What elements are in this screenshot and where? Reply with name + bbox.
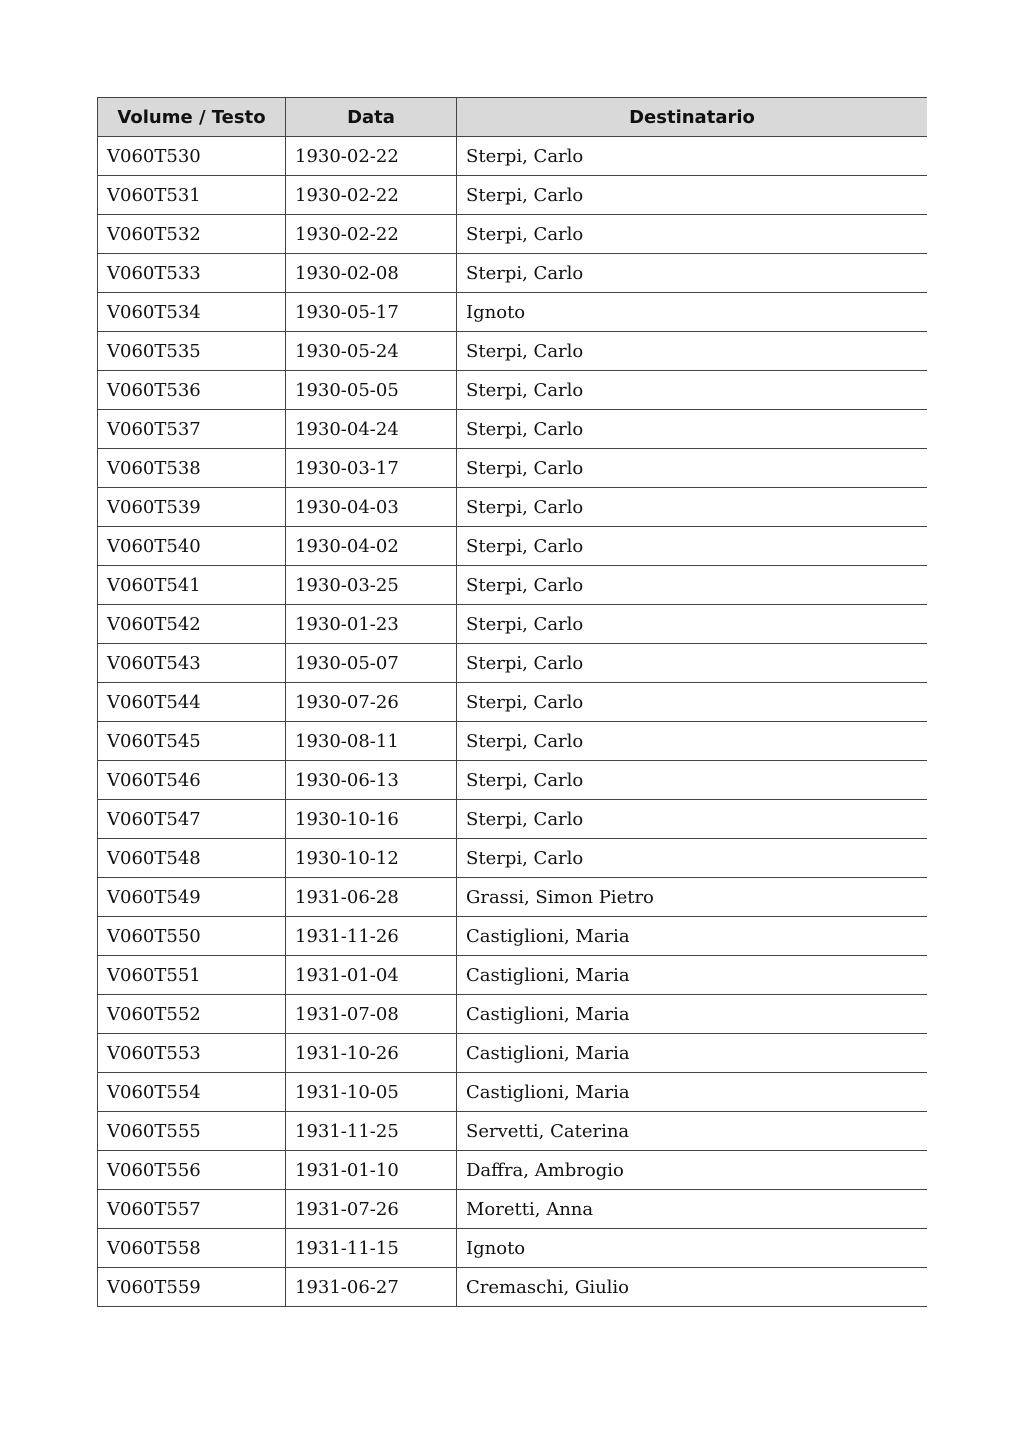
cell-volume-testo: V060T551	[98, 956, 286, 995]
table-row	[98, 722, 928, 761]
table-row	[98, 644, 928, 683]
column-header-destinatario: Destinatario	[457, 98, 928, 137]
cell-volume-testo: V060T531	[98, 176, 286, 215]
cell-volume-testo: V060T530	[98, 137, 286, 176]
cell-destinatario: Servetti, Caterina	[457, 1112, 928, 1151]
table-row	[98, 1190, 928, 1229]
table-row	[98, 995, 928, 1034]
cell-destinatario: Sterpi, Carlo	[457, 800, 928, 839]
cell-destinatario: Ignoto	[457, 1229, 928, 1268]
cell-volume-testo: V060T537	[98, 410, 286, 449]
cell-destinatario: Castiglioni, Maria	[457, 917, 928, 956]
cell-data: 1930-02-22	[286, 137, 457, 176]
cell-data: 1931-11-26	[286, 917, 457, 956]
cell-data: 1930-03-25	[286, 566, 457, 605]
cell-destinatario: Moretti, Anna	[457, 1190, 928, 1229]
cell-data: 1930-03-17	[286, 449, 457, 488]
table-row	[98, 566, 928, 605]
cell-destinatario: Sterpi, Carlo	[457, 176, 928, 215]
column-header-data: Data	[286, 98, 457, 137]
cell-data: 1930-10-12	[286, 839, 457, 878]
cell-destinatario: Sterpi, Carlo	[457, 761, 928, 800]
cell-destinatario: Sterpi, Carlo	[457, 488, 928, 527]
table-row	[98, 488, 928, 527]
table-row	[98, 1073, 928, 1112]
cell-volume-testo: V060T547	[98, 800, 286, 839]
cell-data: 1931-10-05	[286, 1073, 457, 1112]
cell-destinatario: Sterpi, Carlo	[457, 605, 928, 644]
cell-volume-testo: V060T556	[98, 1151, 286, 1190]
cell-data: 1930-01-23	[286, 605, 457, 644]
cell-destinatario: Sterpi, Carlo	[457, 449, 928, 488]
cell-destinatario: Ignoto	[457, 293, 928, 332]
cell-volume-testo: V060T534	[98, 293, 286, 332]
cell-data: 1931-11-15	[286, 1229, 457, 1268]
cell-data: 1930-05-24	[286, 332, 457, 371]
table-row	[98, 1151, 928, 1190]
table-row	[98, 1268, 928, 1307]
cell-volume-testo: V060T559	[98, 1268, 286, 1307]
cell-volume-testo: V060T533	[98, 254, 286, 293]
table-header-row	[98, 98, 928, 137]
cell-destinatario: Cremaschi, Giulio	[457, 1268, 928, 1307]
table-row	[98, 683, 928, 722]
cell-destinatario: Sterpi, Carlo	[457, 410, 928, 449]
table-row	[98, 137, 928, 176]
cell-volume-testo: V060T535	[98, 332, 286, 371]
table-row	[98, 332, 928, 371]
table-row	[98, 917, 928, 956]
cell-data: 1930-02-22	[286, 215, 457, 254]
cell-data: 1931-11-25	[286, 1112, 457, 1151]
cell-destinatario: Sterpi, Carlo	[457, 644, 928, 683]
cell-data: 1930-02-22	[286, 176, 457, 215]
table-row	[98, 878, 928, 917]
cell-data: 1930-02-08	[286, 254, 457, 293]
cell-destinatario: Sterpi, Carlo	[457, 371, 928, 410]
cell-data: 1930-05-07	[286, 644, 457, 683]
cell-data: 1930-04-24	[286, 410, 457, 449]
cell-volume-testo: V060T550	[98, 917, 286, 956]
table-row	[98, 761, 928, 800]
cell-destinatario: Castiglioni, Maria	[457, 956, 928, 995]
cell-destinatario: Sterpi, Carlo	[457, 215, 928, 254]
table-row	[98, 293, 928, 332]
cell-volume-testo: V060T548	[98, 839, 286, 878]
cell-data: 1931-06-28	[286, 878, 457, 917]
table-row	[98, 176, 928, 215]
cell-volume-testo: V060T536	[98, 371, 286, 410]
table-row	[98, 800, 928, 839]
cell-volume-testo: V060T558	[98, 1229, 286, 1268]
table-row	[98, 605, 928, 644]
cell-data: 1930-06-13	[286, 761, 457, 800]
cell-volume-testo: V060T540	[98, 527, 286, 566]
cell-destinatario: Sterpi, Carlo	[457, 566, 928, 605]
cell-volume-testo: V060T546	[98, 761, 286, 800]
table-row	[98, 956, 928, 995]
cell-data: 1930-04-03	[286, 488, 457, 527]
cell-data: 1931-10-26	[286, 1034, 457, 1073]
cell-volume-testo: V060T541	[98, 566, 286, 605]
cell-data: 1931-07-26	[286, 1190, 457, 1229]
cell-volume-testo: V060T549	[98, 878, 286, 917]
table-row	[98, 527, 928, 566]
table-row	[98, 215, 928, 254]
cell-data: 1930-10-16	[286, 800, 457, 839]
table-row	[98, 254, 928, 293]
letters-table-container	[97, 97, 927, 1312]
cell-destinatario: Sterpi, Carlo	[457, 527, 928, 566]
cell-volume-testo: V060T554	[98, 1073, 286, 1112]
cell-destinatario: Sterpi, Carlo	[457, 332, 928, 371]
cell-volume-testo: V060T544	[98, 683, 286, 722]
table-row	[98, 1229, 928, 1268]
cell-data: 1930-05-05	[286, 371, 457, 410]
cell-destinatario: Sterpi, Carlo	[457, 137, 928, 176]
cell-volume-testo: V060T543	[98, 644, 286, 683]
cell-destinatario: Sterpi, Carlo	[457, 722, 928, 761]
cell-data: 1930-04-02	[286, 527, 457, 566]
table-body	[98, 137, 928, 1307]
cell-volume-testo: V060T532	[98, 215, 286, 254]
cell-volume-testo: V060T538	[98, 449, 286, 488]
cell-destinatario: Castiglioni, Maria	[457, 1073, 928, 1112]
cell-destinatario: Sterpi, Carlo	[457, 839, 928, 878]
cell-destinatario: Grassi, Simon Pietro	[457, 878, 928, 917]
cell-volume-testo: V060T542	[98, 605, 286, 644]
cell-destinatario: Castiglioni, Maria	[457, 995, 928, 1034]
cell-volume-testo: V060T552	[98, 995, 286, 1034]
cell-data: 1930-07-26	[286, 683, 457, 722]
table-row	[98, 449, 928, 488]
cell-volume-testo: V060T555	[98, 1112, 286, 1151]
cell-volume-testo: V060T557	[98, 1190, 286, 1229]
table-row	[98, 1112, 928, 1151]
cell-data: 1930-08-11	[286, 722, 457, 761]
cell-data: 1931-01-10	[286, 1151, 457, 1190]
cell-data: 1931-07-08	[286, 995, 457, 1034]
cell-destinatario: Sterpi, Carlo	[457, 254, 928, 293]
table-row	[98, 410, 928, 449]
table-row	[98, 1034, 928, 1073]
cell-destinatario: Castiglioni, Maria	[457, 1034, 928, 1073]
cell-volume-testo: V060T545	[98, 722, 286, 761]
cell-volume-testo: V060T539	[98, 488, 286, 527]
cell-data: 1931-06-27	[286, 1268, 457, 1307]
cell-data: 1930-05-17	[286, 293, 457, 332]
cell-volume-testo: V060T553	[98, 1034, 286, 1073]
table-row	[98, 839, 928, 878]
cell-destinatario: Sterpi, Carlo	[457, 683, 928, 722]
letters-table	[97, 97, 927, 1307]
cell-destinatario: Daffra, Ambrogio	[457, 1151, 928, 1190]
table-row	[98, 371, 928, 410]
cell-data: 1931-01-04	[286, 956, 457, 995]
column-header-volume-testo: Volume / Testo	[98, 98, 286, 137]
